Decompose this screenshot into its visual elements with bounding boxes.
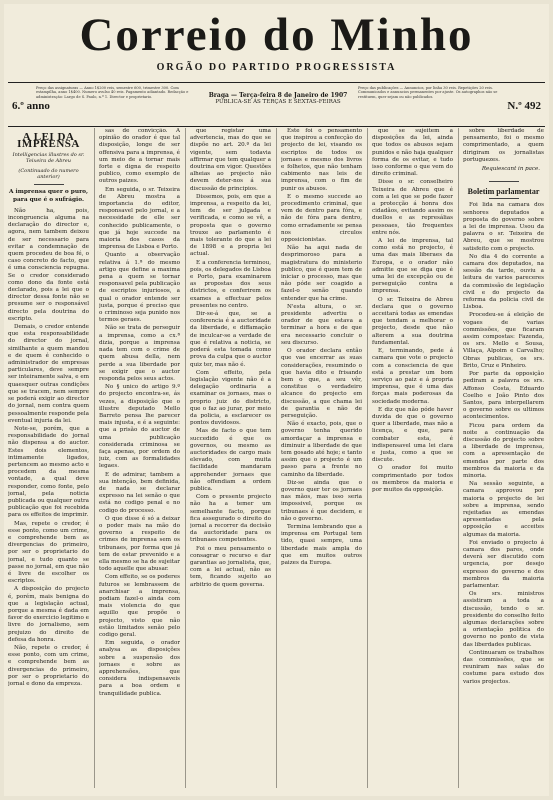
paragraph: Foi enviado o projecto á camara dos pares, onde deverá ser discutido com urgencia, por desejo expresso do governo e dos membros da maioria parlamentar.	[463, 539, 544, 589]
divider	[489, 198, 519, 199]
paragraph: Quanto a observação relativa á 1.ª do mesmo artigo que define a maxima pena a quem se tornar responsavel pela publicação de escriptos injuriosos, a qual o orador entende ser justa, porque é preciso que o criminoso seja punido nos termos geraes.	[99, 252, 180, 324]
paragraph: N'esta altura, o sr. presidente advertiu o orador de que estava a terminar a hora e de que era necessario concluir o seu discurso.	[281, 303, 362, 346]
paragraph: Na sessão seguinte, a camara approvou por maioria o projecto de lei sobre a imprensa, sendo rejeitadas as emendas apresentadas pela opposição e acceites algumas da maioria.	[463, 481, 544, 538]
paragraph: Note-se, porém, que a responsabilidade do jornal não dispensa a do auctor. Estes dois elementos, intimamente ligados, pertencem ao mesmo acto e procedem da mesma vontade, a qual deve responder, como fonte, pelo jornal, pela noticia publicada ou qualquer outra publicação que foi recebida para os effeitos de imprimir.	[8, 425, 89, 519]
paragraph: Este foi o pensamento que inspirou a confecção do projecto de lei, visando os escriptos de todos os jornaes e mesmo dos livros e folhetos, que não tenham cabimento nas leis de imprensa, com o fim de punir os abusos.	[281, 128, 362, 192]
column-5	[372, 128, 453, 788]
article-subhead: A imprensa quer o puro, para que é o sufrágio.	[8, 189, 89, 203]
paragraph: O que disse é só a deixar o poder mais na mão do governo a respeito de crimes de imprensa sem os tribunaes, por forma que já tem de estar prevenido e a ella mesmo se ha de sujeitar todo aquelle que abusar.	[99, 515, 180, 573]
paragraph: Disse o sr. conselheiro Teixeira de Abreu que é com a lei que se pode fazer a protecção á honra dos cidadãos, evitando assim os duellos e as represálias pessoaes, tão frequentes entre nós.	[372, 179, 453, 236]
paragraph: Os srs. ministros assistiram a toda a discussão, tendo o sr. presidente do conselho feito algumas declarações sobre a orientação politica do governo no ponto de vista das liberdades publicas.	[463, 591, 544, 648]
column-6	[463, 128, 544, 788]
paragraph: Termina lembrando que a imprensa em Portugal tem tido, quasi sempre, uma liberdade mais ampla do que em muitos outros paizes da Europa.	[281, 523, 362, 566]
advertising-info: Preço das publicações — Annuncios, por linha 30 reis. Repetições 20 reis. Communicados e annuncios permanentes por ajuste. Os autographos não se restituem, quer sejam ou não publicados.	[358, 86, 498, 99]
section-heading: Boletim parlamentar	[467, 187, 540, 197]
requiescat-line: Requiescant in pace.	[481, 166, 540, 173]
paragraph: Não ha aqui nada de desprimoroso para a magistratura do ministerio publico, que é quem tem de iniciar o processo, mas que não póde ser coagido a fazel-o senão quando entender que ha crime.	[281, 245, 362, 302]
column-1	[8, 128, 89, 788]
column-separator	[185, 128, 186, 788]
paragraph: Foi o meu pensamento o consagrar o recurso e dar garantias ao jornalista, que, com a lei actual, não as tem, ficando sujeito ao arbitrio de quem governa.	[190, 545, 271, 588]
subscription-info: Preço das assignaturas — Anno 1$200 reis, semestre 600, trimestre 300. Com estampilha, anno 1$400. Numero avulso 40 reis. Pagamento adiantado. Redacção e administração: Largo de S. Paulo, n.º 1. Director e proprietario.	[36, 86, 189, 99]
paragraph: que se sujeitem a disposições da lei, ainda que todos os abusos sejam punidos e não haja qualquer forma de os evitar, e tudo isso conforme o que vem do direito criminal.	[372, 128, 453, 178]
paragraph: A lei de imprensa, tal como está no projecto, é uma das mais liberaes da Europa, e o orador não admitte que se diga que é uma lei de excepção ou de perseguição contra a imprensa.	[372, 238, 453, 295]
newspaper-page	[4, 4, 549, 796]
masthead	[4, 10, 549, 73]
year-label: 6.º anno	[12, 100, 50, 112]
paragraph: Em seguida, o sr. Teixeira de Abreu mostra a importancia do editor, responsavel pelo jornal, e a necessidade de elle ser conhecido publicamente, o que já hoje succede na maioria dos casos da imprensa de Lisboa e Porto.	[99, 186, 180, 251]
paragraph: Dir-se-á que, se a conferencia é a auctoridade da liberdade, e diffamação de inculcar-se a verdade de que é relativa a noticia, se poderá esta tomada como prova da culpa que o auctor quiz ter, mas não é.	[190, 311, 271, 368]
paragraph: E, terminando, pede á camara que vote o projecto com a consciencia de que está a prestar um bom serviço ao paiz e á propria imprensa, que é uma das forças mais poderosas da sociedade moderna.	[372, 348, 453, 405]
info-rule	[8, 126, 545, 127]
paragraph: Com o presente projecto não ha a temer um semelhante facto, porque fica assegurado o direito do jornal a recorrer da decisão da auctoridade para os tribunaes competentes.	[190, 494, 271, 544]
paragraph: Não ha, pois, incongruencia alguma na declaração do director e, agora, nem tambem deixou de ser necessario para evitar a condemnação de quem procedeu de boa fé, o caso concreto do facto, que é uma consciencia repugna. Se o credor considerado como dono da fonte está declarado, pois a lei que o director dessa fonte não se presume ser o responsável directo pela doutrina do escripto.	[8, 207, 89, 322]
dateline	[208, 92, 348, 106]
paragraph: Foi lida na camara dos senhores deputados a proposta do governo sobre a lei de imprensa. Usou da palavra o sr. Teixeira de Abreu, que se mostrou satisfeito com o projecto.	[463, 202, 544, 252]
paragraph: Dissemos, pois, em que a imprensa, a respeito da lei, tem de ser julgada e verificada, e como se vê, a proposta que o governo trouxe ao parlamento é mais tolerante do que a lei de 1898 e a propria lei actual.	[190, 193, 271, 258]
column-2	[99, 128, 180, 788]
paragraph: Mas, repete o credor, é esse ponto, como um crime, e comprehende bem as divergencias do primeiro, por ser o proprietario do jornal, e tudo quanto se passe no jornal, em que não é livre de escolher os escriptos.	[8, 520, 89, 585]
column-4	[281, 128, 362, 788]
paragraph: E diz que não póde haver duvida de que o governo quer a liberdade, mas não a licença, e que, para combater esta, é indispensavel uma lei clara e justa, como a que se discute.	[372, 406, 453, 464]
paragraph: Não é exacto, pois, que o governo tenha querido amordaçar a imprensa e diminuir a liberdade de que tem gosado até hoje; e tanto assim que o projecto é um passo para a frente no caminho da liberdade.	[281, 421, 362, 478]
dateline-sub: PUBLICA-SE ÁS TERÇAS E SEXTAS-FEIRAS	[215, 99, 341, 105]
issue-number: N.º 492	[507, 100, 541, 112]
newspaper-subtitle: ORGÃO DO PARTIDO PROGRESSISTA	[156, 62, 397, 73]
paragraph: E o mesmo succede ao procedimento criminal, que vem de dentro para fóra, e não de fóra para dentro, como erradamente se pensa nos circulos opposicionistas.	[281, 193, 362, 244]
paragraph: E a conferencia terminou, pois, os delegados de Lisboa e Porto, para examinarem as propostas dos seus districtos, e conferirem os exames a effectuar pelos presentes no centro.	[190, 259, 271, 309]
paragraph: Diz-se ainda que o governo quer ter os jornaes nas mãos, mas isso seria impossivel, porque os tribunaes é que decidem, e não o governo.	[281, 479, 362, 522]
divider	[489, 181, 519, 182]
paragraph: No dia 4 do corrente a camara dos deputados, na sessão da tarde, ouviu a leitura de varios pareceres da commissão de legislação civil e do projecto da reforma da policia civil de Lisboa.	[463, 253, 544, 311]
paragraph: Procedeu-se á eleição de vogaes de varias commissões, que ficaram assim compostas: Fazenda, os srs. Mello e Sousa, Villaça, Alpoim e Carvalho; Obras publicas, os srs. Brito, Cruz e Pinheiro.	[463, 312, 544, 369]
column-separator	[276, 128, 277, 788]
paragraph: A disposição do projecto é, porém, mais benigna do que a legislação actual, porque a mesma é dada em favor do exercicio legitimo e livre do jornalismo, sem prejuizo do direito de defesa da honra.	[8, 586, 89, 643]
paragraph: Com effeito, se os poderes futuros se lembrassem de anarchisar a imprensa, podiam fazel-o ainda com mais violencia do que aquillo que propõe o projecto, visto que não estão limitados senão pelo codigo geral.	[99, 574, 180, 639]
newspaper-title: Correio do Minho	[79, 9, 474, 61]
info-bar	[8, 84, 545, 126]
paragraph: Mas de facto o que tem succedido é que os governos, ou mesmo as auctoridades de cargo mais elevado, com muita facilidade mandaram apprehender jornaes que não offendiam a ordem publica.	[190, 428, 271, 492]
article-byline: Intelligencias illustres do sr. Teixeira de Abreu	[12, 152, 85, 165]
paragraph: O orador foi muito comprimentado por todos os membros da maioria e por muitos da opposição.	[372, 465, 453, 493]
column-separator	[458, 128, 459, 788]
column-separator	[367, 128, 368, 788]
paragraph: Com effeito, pela legislação vigente não é a delegação ordinaria a examinar os jornaes, mas o proprio juiz do districto, que o faz ao jurar, por meio da policia, a esclarecer os pontos duvidosos.	[190, 369, 271, 427]
paragraph: sas de convicção. A opinião do orador é que tal disposição, longe de ser offensiva para a imprensa, é um meio de a tornar mais forte e digna de respeito publico, como exemplo de outros paizes.	[99, 128, 180, 185]
top-rule	[8, 82, 545, 83]
paragraph: Demais, o credor entende que esta responsabilidade do director do jornal, similhante a quem mandou e de quem é conhecido o administrador de empresas particulares, deve sempre ser inteiramente salva, e em quaesquer outras condições que se tracem, nem sempre se poderá exigir ao director do jornal, nem contra quem pessoalmente responde pela eventual injuria da lei.	[8, 324, 89, 424]
divider	[34, 184, 64, 185]
paragraph: O sr. Teixeira de Abreu declara que o governo acceitará todas as emendas que tendam a melhorar o projecto, desde que não alterem a sua doutrina fundamental.	[372, 296, 453, 346]
column-3	[190, 128, 271, 788]
paragraph: sobre liberdade de pensamento, foi o mesmo comprimentado, a quem dirigiram os jornalistas portuguezes.	[463, 128, 544, 163]
paragraph: Em seguida, o orador analysa as disposições sobre a suspensão dos jornaes e sobre as apprehensões, que considera indispensaveis para a boa ordem e tranquilidade publica.	[99, 640, 180, 697]
paragraph: E de admirar, tambem a sua intenção, bem definida, de nada se declarar expresso na lei senão o que está no codigo penal e no codigo do processo.	[99, 471, 180, 514]
columns	[8, 128, 545, 792]
paragraph: Ficou para ordem da noite a continuação da discussão do projecto sobre a liberdade de imprensa, com a apresentação de emendas por parte dos membros da maioria e da minoria.	[463, 422, 544, 479]
column-separator	[94, 128, 95, 788]
paragraph: Por parte da opposição pediram a palavra os srs. Affonso Costa, Eduardo Coelho e João Pinto dos Santos, para interpellarem o governo sobre os ultimos acontecimentos.	[463, 371, 544, 421]
dateline-main: Braga — Terça-feira 8 de Janeiro de 1907	[208, 92, 348, 99]
paragraph: O orador declara então que vae encerrar as suas considerações, resumindo o que havia dito e frisando bem o que, a seu vêr, constitue o verdadeiro alcance do projecto em discussão, a que chama lei de garantia e não de perseguição.	[281, 348, 362, 419]
paragraph: Não se trata de perseguir a imprensa, como a cx.ª dizia, porque a imprensa nada tem com o crime de quem abusa della, nem perde a sua liberdade por se exigir que o auctor responda pelos seus actos.	[99, 325, 180, 382]
paragraph: No § unico do artigo 9.º do projecto encontra-se, ás vezes, a disposição que o illustre deputado Mello Barreto pensa lhe parecer mais injusta, e é a seguinte: que a prisão do auctor de uma publicação considerada criminosa se faça apenas, por ordem do juiz, com as formalidades legaes.	[99, 384, 180, 470]
article-continued: (Continuado do numero anterior)	[18, 168, 79, 181]
paragraph: Não, repete o credor, é esse ponto, com um crime, e comprehende bem as divergencias do primeiro, por ser o proprietario do jornal e dono da empreza.	[8, 645, 89, 688]
article-headline: A LEI DA IMPRENSA	[17, 131, 80, 151]
paragraph: que registar uma advertencia, mas do que se dispõe no art. 20.º da lei vigente, sem todavia affirmar que tem qualquer a doutrina em vigor. Questões alheias ao projecto não devem deter-nos á sua discussão de principios.	[190, 128, 271, 192]
paragraph: Continuaram os trabalhos das commissões, que se reuniram nas salas do costume para estudo dos varios projectos.	[463, 649, 544, 685]
